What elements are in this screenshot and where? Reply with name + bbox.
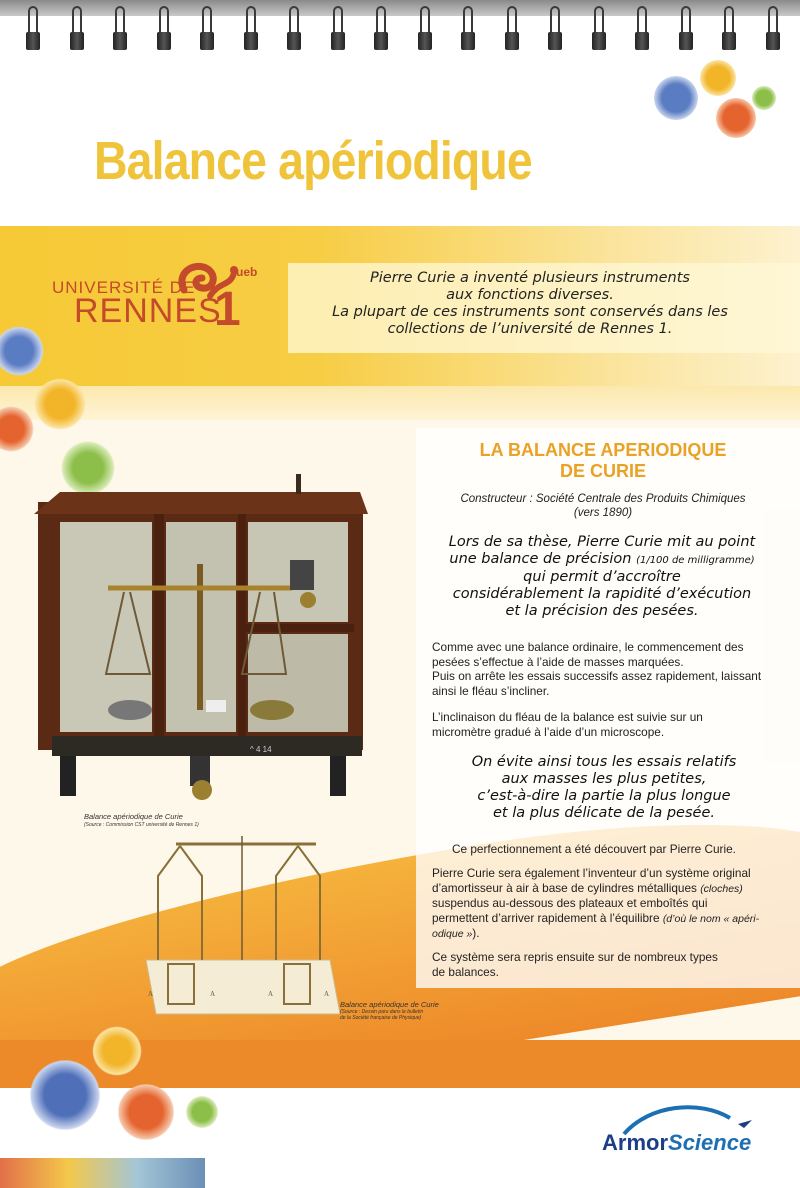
deco-circle-blue	[654, 76, 698, 120]
photo-label: ^ 4 14	[250, 745, 272, 754]
binding-ring-icon	[200, 6, 214, 52]
color-stripe	[0, 1158, 205, 1188]
binding-ring-icon	[331, 6, 345, 52]
deco-circle-green	[186, 1096, 218, 1128]
logo-university-text: UNIVERSITÉ DE	[52, 278, 196, 297]
binding-ring-icon	[635, 6, 649, 52]
drawing-label: A	[210, 990, 216, 998]
drawing-caption: Balance apériodique de Curie (Source : Dessin paru dans le bulletin de la Société française de Physique)	[340, 1000, 439, 1021]
section-heading: LA BALANCE APERIODIQUE DE CURIE	[479, 440, 727, 481]
deco-circle-blue	[30, 1060, 100, 1130]
paragraph-microscope: L’inclinaison du fléau de la balance est suivie sur un micromètre gradué à l’aide d’un microscope.	[432, 710, 703, 739]
binding-ring-icon	[374, 6, 388, 52]
intro-text: Pierre Curie a inventé plusieurs instruments aux fonctions diverses. La plupart de ces instruments sont conservés dans les collections de l’université de Rennes 1.	[332, 270, 728, 337]
quote-trials: On évite ainsi tous les essais relatifs aux masses les plus petites, c’est-à-dire la partie la plus longue et la plus délicate de la pesée.	[471, 754, 737, 821]
constructor-text: Constructeur : Société Centrale des Produits Chimiques (vers 1890)	[460, 493, 746, 519]
deco-circle-yellow	[92, 1026, 142, 1076]
binding-ring-icon	[461, 6, 475, 52]
binding-ring-icon	[70, 6, 84, 52]
binding-ring-icon	[592, 6, 606, 52]
drawing-label: A	[324, 990, 330, 998]
paragraph-discovery: Ce perfectionnement a été découvert par Pierre Curie.	[452, 842, 736, 856]
binding-ring-icon	[287, 6, 301, 52]
binding-ring-icon	[418, 6, 432, 52]
binding-ring-icon	[113, 6, 127, 52]
binding-ring-icon	[26, 6, 40, 52]
deco-circle-orange	[716, 98, 756, 138]
logo-rennes-text: RENNES	[74, 292, 222, 330]
paragraph-legacy: Ce système sera repris ensuite sur de nombreux types de balances.	[432, 950, 718, 979]
binding-ring-icon	[722, 6, 736, 52]
binding-ring-icon	[505, 6, 519, 52]
page-title: Balance apériodique	[94, 131, 532, 191]
deco-circle-green	[752, 86, 776, 110]
paragraph-damper: Pierre Curie sera également l’inventeur d’un système original d’amortisseur à air à base de cylindres métalliques (cloches) suspendus au-dessous des plateaux et emboîtés qui permettent d’arriver rapidement à l’équilibre (d’où le nom « apéri- odique »).	[432, 866, 760, 940]
binding-ring-icon	[244, 6, 258, 52]
deco-circle-orange	[118, 1084, 174, 1140]
balance-drawing	[140, 836, 340, 1016]
logo-number: 1	[214, 283, 241, 336]
binding-ring-icon	[157, 6, 171, 52]
armorscience-logo: ArmorScience	[602, 1130, 752, 1155]
photo-caption: Balance apériodique de Curie (Source : Commission CST université de Rennes 1)	[84, 812, 199, 828]
drawing-label: A	[268, 990, 274, 998]
balance-photo	[30, 474, 375, 814]
binding-ring-icon	[766, 6, 780, 52]
binding-ring-icon	[548, 6, 562, 52]
logo-ueb-badge: ueb	[236, 265, 258, 279]
deco-circle-yellow	[34, 378, 86, 430]
quote-precision: Lors de sa thèse, Pierre Curie mit au point une balance de précision (1/100 de milligramme) qui permit d’accroître considérablement la rapidité d’exécution et la précision des pesées.	[448, 534, 756, 619]
paragraph-weighing: Comme avec une balance ordinaire, le commencement des pesées s’effectue à l’aide de masses marquées. Puis on arrête les essais successifs assez rapidement, laissant ainsi le fléau s’incliner.	[432, 640, 762, 698]
binding-ring-icon	[679, 6, 693, 52]
drawing-label: A	[148, 990, 154, 998]
deco-circle-yellow	[700, 60, 736, 96]
